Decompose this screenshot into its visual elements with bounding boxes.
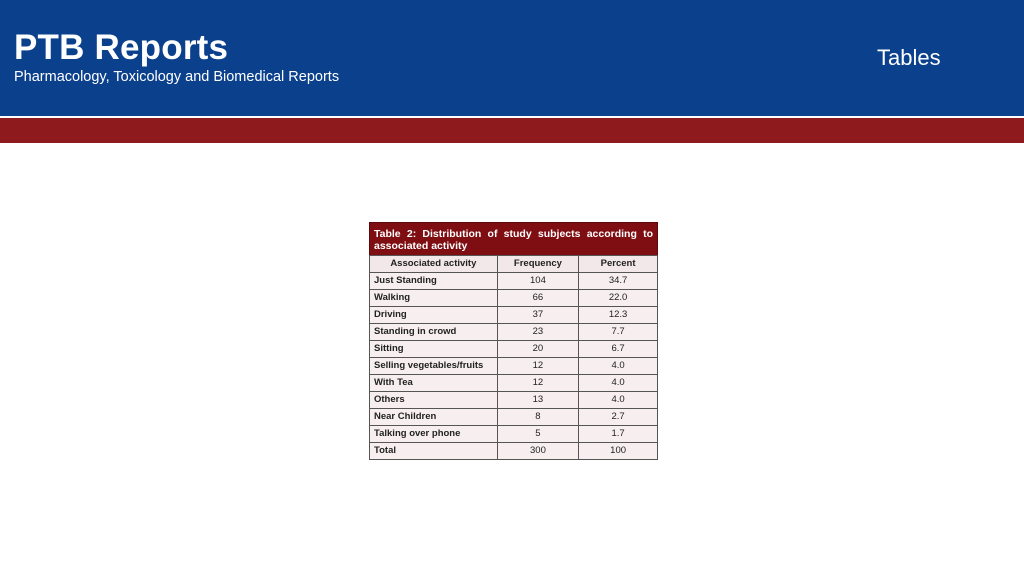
activity-cell: Selling vegetables/fruits <box>370 358 498 375</box>
percent-cell: 4.0 <box>579 392 658 409</box>
activity-cell: Walking <box>370 290 498 307</box>
percent-cell: 1.7 <box>579 426 658 443</box>
table-total-row <box>370 443 658 460</box>
percent-cell: 6.7 <box>579 341 658 358</box>
percent-cell: 34.7 <box>579 273 658 290</box>
column-header-percent: Percent <box>579 256 658 273</box>
frequency-cell: 23 <box>497 324 578 341</box>
percent-cell: 7.7 <box>579 324 658 341</box>
table-header-row <box>370 256 658 273</box>
activity-cell: Driving <box>370 307 498 324</box>
column-header-frequency: Frequency <box>497 256 578 273</box>
section-title: Tables <box>877 45 941 70</box>
frequency-cell: 66 <box>497 290 578 307</box>
percent-cell: 4.0 <box>579 358 658 375</box>
percent-cell: 4.0 <box>579 375 658 392</box>
table-row <box>370 358 658 375</box>
table-row <box>370 375 658 392</box>
frequency-cell: 300 <box>497 443 578 460</box>
frequency-cell: 37 <box>497 307 578 324</box>
activity-cell: Others <box>370 392 498 409</box>
frequency-cell: 8 <box>497 409 578 426</box>
data-table <box>369 255 658 460</box>
frequency-cell: 20 <box>497 341 578 358</box>
frequency-cell: 5 <box>497 426 578 443</box>
table-figure <box>369 222 658 460</box>
table-row <box>370 307 658 324</box>
frequency-cell: 12 <box>497 375 578 392</box>
table-row <box>370 392 658 409</box>
percent-cell: 2.7 <box>579 409 658 426</box>
percent-cell: 100 <box>579 443 658 460</box>
table-row <box>370 290 658 307</box>
activity-cell: Total <box>370 443 498 460</box>
column-header-activity: Associated activity <box>370 256 498 273</box>
table-row <box>370 324 658 341</box>
activity-cell: Talking over phone <box>370 426 498 443</box>
percent-cell: 22.0 <box>579 290 658 307</box>
header-banner <box>0 0 1024 116</box>
brand-subtitle: Pharmacology, Toxicology and Biomedical Reports <box>14 69 340 85</box>
table-row <box>370 409 658 426</box>
activity-cell: Just Standing <box>370 273 498 290</box>
accent-band <box>0 118 1024 143</box>
frequency-cell: 13 <box>497 392 578 409</box>
table-caption: Table 2: Distribution of study subjects according to associated activity <box>369 222 658 255</box>
frequency-cell: 12 <box>497 358 578 375</box>
activity-cell: Standing in crowd <box>370 324 498 341</box>
table-row <box>370 273 658 290</box>
activity-cell: With Tea <box>370 375 498 392</box>
activity-cell: Near Children <box>370 409 498 426</box>
frequency-cell: 104 <box>497 273 578 290</box>
brand-title: PTB Reports <box>14 28 229 67</box>
table-row <box>370 341 658 358</box>
activity-cell: Sitting <box>370 341 498 358</box>
table-row <box>370 426 658 443</box>
percent-cell: 12.3 <box>579 307 658 324</box>
